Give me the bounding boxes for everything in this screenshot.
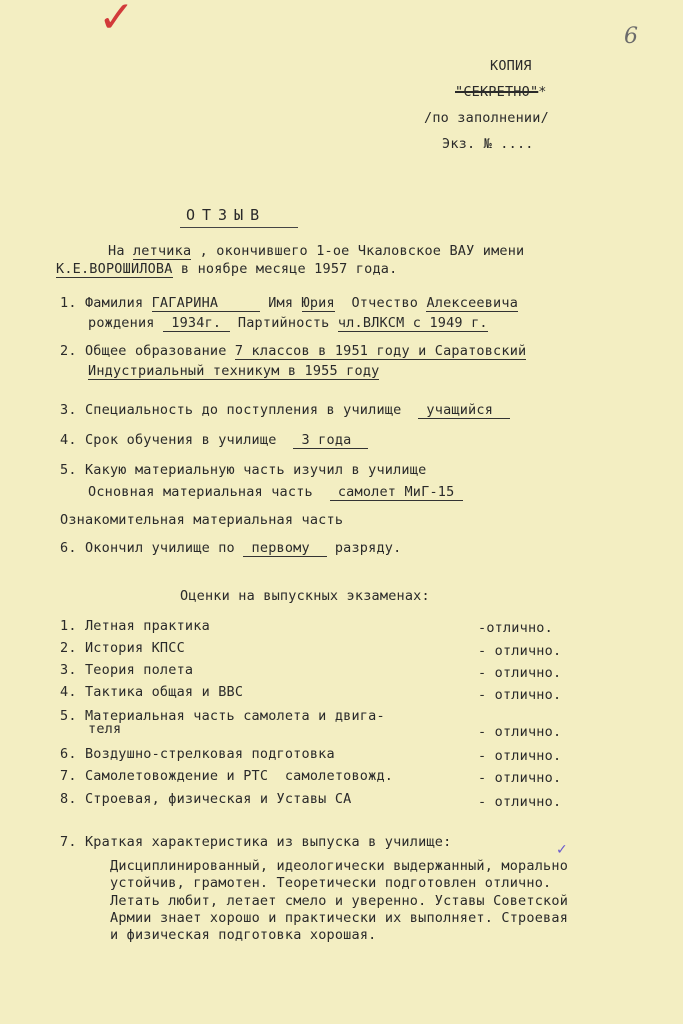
intro-text-a: На (108, 243, 133, 259)
grade-row-3 (60, 662, 193, 678)
party-label: Партийность (229, 315, 338, 331)
item6-num: 6. (60, 540, 77, 556)
grade-num: 5. (60, 708, 77, 724)
grade-row-5-cont: теля (88, 721, 122, 737)
pencil-tick-icon: ✓ (556, 842, 568, 858)
item4-num: 4. (60, 432, 77, 448)
graduated-value: первому (243, 540, 327, 556)
item5-num: 5. (60, 462, 77, 478)
characteristic-line-4: Армии знает хорошо и практически их выполняет. Строевая (110, 910, 569, 926)
main-material-value: самолет МиГ-15 (329, 484, 463, 500)
grade-row-4 (60, 684, 243, 700)
header-copy: КОПИЯ (490, 58, 532, 74)
item6-line (60, 540, 401, 556)
item3-line (60, 402, 510, 418)
birth-value: 1934г. (162, 315, 230, 331)
education-label: Общее образование (84, 343, 235, 359)
item2-line-2 (88, 363, 379, 379)
main-material-label: Основная материальная часть (88, 484, 330, 500)
item1-line-1 (60, 295, 518, 311)
item4-line (60, 432, 368, 448)
characteristic-label: Краткая характеристика из выпуска в училище: (84, 834, 452, 850)
header-on-fill: /по заполнении/ (424, 110, 549, 126)
intro-pilot: летчика (132, 243, 192, 259)
patronymic-label: Отчество (334, 295, 427, 311)
study-term-value: 3 года (293, 432, 369, 448)
header-copy-number: Экз. № .... (442, 136, 534, 152)
handwritten-page-number: 6 (624, 24, 638, 49)
name-label: Имя (259, 295, 302, 311)
birth-label: рождения (88, 315, 163, 331)
grade-subject: Строевая, физическая и Уставы СА (84, 791, 352, 807)
intro-text-b: , окончившего 1-ое Чкаловское ВАУ имени (191, 243, 525, 259)
grade-subject: История КПСС (84, 640, 185, 656)
surname-label: Фамилия (84, 295, 152, 311)
grade-num: 1. (60, 618, 77, 634)
graduated-label: Окончил училище по (84, 540, 244, 556)
name-value: Юрия (301, 295, 335, 311)
title-underline (180, 227, 298, 228)
grade-value-1: -отлично. (478, 620, 553, 636)
header-secret (455, 84, 547, 100)
item2-num: 2. (60, 343, 77, 359)
specialty-label: Специальность до поступления в училище (84, 402, 419, 418)
grade-value-5: - отлично. (478, 724, 562, 740)
grades-title: Оценки на выпускных экзаменах: (180, 588, 430, 604)
item1-num: 1. (60, 295, 77, 311)
graduated-suffix: разряду. (326, 540, 402, 556)
grade-num: 7. (60, 768, 77, 784)
grade-num: 8. (60, 791, 77, 807)
material-label: Какую материальную часть изучил в училище (84, 462, 427, 478)
characteristic-line-5: и физическая подготовка хорошая. (110, 927, 377, 943)
grade-value-2: - отлично. (478, 643, 562, 659)
grade-subject: Воздушно-стрелковая подготовка (84, 746, 335, 762)
grade-value-6: - отлично. (478, 748, 562, 764)
education-value-2: Индустриальный техникум в 1955 году (88, 363, 380, 379)
grade-num: 3. (60, 662, 77, 678)
party-value: чл.ВЛКСМ с 1949 г. (337, 315, 488, 331)
grade-num: 6. (60, 746, 77, 762)
grade-row-2 (60, 640, 185, 656)
item5-line-3: Ознакомительная материальная часть (60, 512, 344, 528)
item7-heading (60, 834, 451, 850)
grade-subject: Материальная часть самолета и двига- (84, 708, 385, 724)
intro-line-1 (108, 243, 524, 259)
intro-line-2 (56, 261, 397, 277)
grade-row-6 (60, 746, 335, 762)
grade-subject: Тактика общая и ВВС (84, 684, 244, 700)
header-asterisk: * (538, 84, 547, 100)
intro-date: в ноябре месяце 1957 года. (172, 261, 398, 277)
surname-value: ГАГАРИНА (151, 295, 260, 311)
grade-value-4: - отлично. (478, 687, 562, 703)
grade-row-8 (60, 791, 351, 807)
grade-subject: Самолетовождение и РТС самолетовожд. (84, 768, 394, 784)
grade-subject: Летная практика (84, 618, 210, 634)
characteristic-line-3: Летать любит, летает смело и уверенно. Уставы Советской (110, 893, 569, 909)
grade-row-7 (60, 768, 393, 784)
grade-value-3: - отлично. (478, 665, 562, 681)
specialty-value: учащийся (418, 402, 510, 418)
red-check-mark: ✓ (98, 0, 135, 43)
grade-value-7: - отлично. (478, 770, 562, 786)
item1-line-2 (88, 315, 488, 331)
document-title: ОТЗЫВ (186, 206, 267, 224)
item3-num: 3. (60, 402, 77, 418)
item7-num: 7. (60, 834, 77, 850)
item2-line-1 (60, 343, 526, 359)
grade-num: 2. (60, 640, 77, 656)
item5-line-2 (88, 484, 463, 500)
education-value-1: 7 классов в 1951 году и Саратовский (234, 343, 527, 359)
intro-school-name: К.Е.ВОРОШИЛОВА (56, 261, 173, 277)
item5-line-1 (60, 462, 426, 478)
header-secret-struck: "СЕКРЕТНО" (455, 84, 539, 100)
patronymic-value: Алексеевича (426, 295, 519, 311)
study-term-label: Срок обучения в училище (84, 432, 294, 448)
grade-row-1 (60, 618, 210, 634)
grade-value-8: - отлично. (478, 794, 562, 810)
grade-subject: Теория полета (84, 662, 194, 678)
grade-num: 4. (60, 684, 77, 700)
characteristic-line-1: Дисциплинированный, идеологически выдержанный, морально (110, 858, 569, 874)
characteristic-line-2: устойчив, грамотен. Теоретически подготовлен отлично. (110, 875, 552, 891)
